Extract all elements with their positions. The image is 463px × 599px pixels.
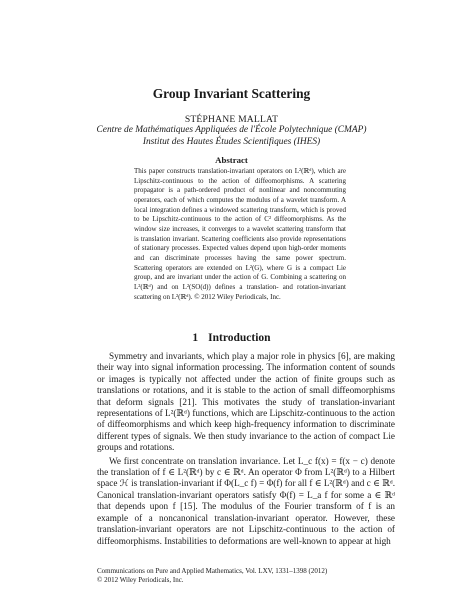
journal-footer — [97, 567, 395, 585]
section-title: Introduction — [208, 332, 271, 344]
journal-citation: Communications on Pure and Applied Mathematics, Vol. LXV, 1331–1398 (2012) — [97, 567, 328, 575]
body-text — [97, 351, 395, 547]
section-number: 1 — [192, 332, 199, 344]
paper-title: Group Invariant Scattering — [152, 86, 311, 101]
author-name: STÉPHANE MALLAT — [184, 114, 279, 125]
affiliation-cmap: Centre de Mathématiques Appliquées de l'École Polytechnique (CMAP) — [96, 125, 367, 135]
body-paragraph-2: We first concentrate on translation invariance. Let L_c f(x) = f(x − c) denote the translation of f ∈ L²(ℝᵈ) by c ∈ ℝᵈ. An operator Φ from L²(ℝᵈ) to a Hilbert space ℋ is translation-invariant if Φ(L_c f) = Φ(f) for all f ∈ L²(ℝᵈ) and c ∈ ℝᵈ. Canonical translation-invariant operators satisfy Φ(f) = L_a f for some a ∈ ℝᵈ that depends upon f [15]. The modulus of the Fourier transform of f is an example of a noncanonical translation-invariant operator. However, these translation-invariant operators are not Lipschitz-continuous to the action of diffeomorphisms. Instabilities to deformations are well-known to appear at high — [97, 455, 395, 546]
copyright-notice: © 2012 Wiley Periodicals, Inc. — [97, 576, 184, 585]
body-paragraph-1: Symmetry and invariants, which play a major role in physics [6], are making their way into signal information processing. The information content of sounds or images is typically not affected under the action of finite groups such as translations or rotations, and it is stable to the action of small diffeomorphisms that deform signals [21]. This motivates the study of translation-invariant representations of L²(ℝᵈ) functions, which are Lipschitz-continuous to the action of diffeomorphisms and which keep high-frequency information to discriminate different types of signals. We then study invariance to the action of compact Lie groups and rotations. — [97, 351, 395, 453]
abstract-heading: Abstract — [215, 155, 248, 165]
section-heading — [0, 332, 463, 344]
abstract-text: This paper constructs translation-invariant operators on L²(ℝᵈ), which are Lipschitz-continuous to the action of diffeomorphisms. A scattering propagator is a path-ordered product of nonlinear and noncommuting operators, each of which computes the modulus of a wavelet transform. A local integration defines a windowed scattering transform, which is proved to be Lipschitz-continuous to the action of C² diffeomorphisms. As the window size increases, it converges to a wavelet scattering transform that is translation invariant. Scattering coefficients also provide representations of stationary processes. Expected values depend upon high-order moments and can discriminate processes having the same power spectrum. Scattering operators are extended on L²(G), where G is a compact Lie group, and are invariant under the action of G. Combining a scattering on L²(ℝᵈ) and on L²(SO(d)) defines a translation- and rotation-invariant scattering on L²(ℝᵈ). © 2012 Wiley Periodicals, Inc. — [134, 167, 346, 301]
affiliation-ihes: Institut des Hautes Études Scientifiques (IHES) — [142, 137, 321, 147]
